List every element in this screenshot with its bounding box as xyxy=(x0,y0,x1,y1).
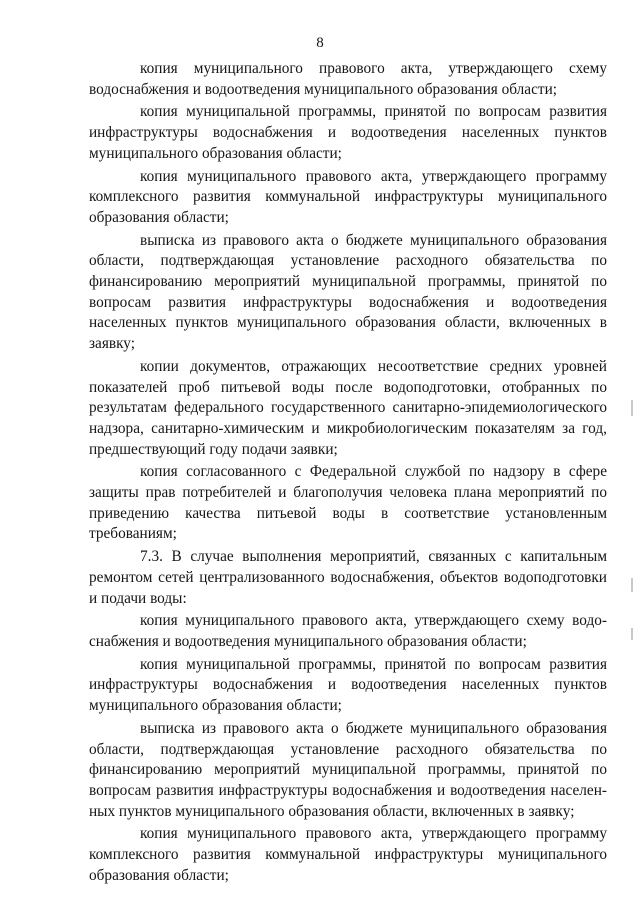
paragraph-5: копии документов, отражающих несоответствие средних уровней показателей проб питьевой воды после водоподготовки, отобранных по результатам федерального государственного санитарно-эпидемиологического надзора, санитарно-химическим и микробиологическим показателям за год, предшествующий году подачи заявки; xyxy=(89,357,607,458)
paragraph-2: копия муниципальной программы, принятой по вопросам развития инфраструктуры водоснабжения и водоотведения населенных пунктов муниципального образования области; xyxy=(89,103,607,162)
scan-edge-mark xyxy=(631,628,633,640)
scan-edge-mark xyxy=(631,400,633,416)
paragraph-1: копия муниципального правового акта, утверждающего схему водоснабжения и водоотведения муниципального образования области; xyxy=(89,60,607,98)
paragraph-8: копия муниципального правового акта, утверждающего схему водоснабжения и водоотведения муниципального образования области; xyxy=(89,612,607,650)
scan-edge-mark xyxy=(631,578,633,592)
paragraph-10: выписка из правового акта о бюджете муниципального образования области, подтверждающая установление расходного обязательства по финансированию мероприятий муниципальной программы, принятой по вопросам развития инфраструктуры водоснабжения и водоотведения населенных пунктов муниципального образования области, включенных в заявку; xyxy=(89,719,607,820)
paragraph-6: копия согласованного с Федеральной службой по надзору в сфере защиты прав потребителей и благополучия человека плана мероприятий по приведению качества питьевой воды в соответствие установленным требованиям; xyxy=(89,463,607,543)
paragraph-4: выписка из правового акта о бюджете муниципального образования области, подтверждающая установление расходного обязательства по финансированию мероприятий муниципальной программы, принятой по вопросам развития инфраструктуры водоснабжения и водоотведения населенных пунктов муниципального образования области, включенных в заявку; xyxy=(89,231,607,353)
paragraph-9: копия муниципальной программы, принятой по вопросам развития инфраструктуры водоснабжения и водоотведения населенных пунктов муниципального образования области; xyxy=(89,655,607,715)
paragraph-3: копия муниципального правового акта, утверждающего программу комплексного развития коммунальной инфраструктуры муниципального образования области; xyxy=(89,167,607,226)
paragraph-11: копия муниципального правового акта, утверждающего программу комплексного развития коммунальной инфраструктуры муниципального образования области; xyxy=(89,825,607,884)
document-body xyxy=(89,59,607,886)
page-number: 8 xyxy=(316,35,324,51)
section-7-3-paragraph: 7.3. В случае выполнения мероприятий, связанных с капитальным ремонтом сетей централизованного водоснабжения, объектов водоподготовки и подачи воды: xyxy=(89,548,607,607)
